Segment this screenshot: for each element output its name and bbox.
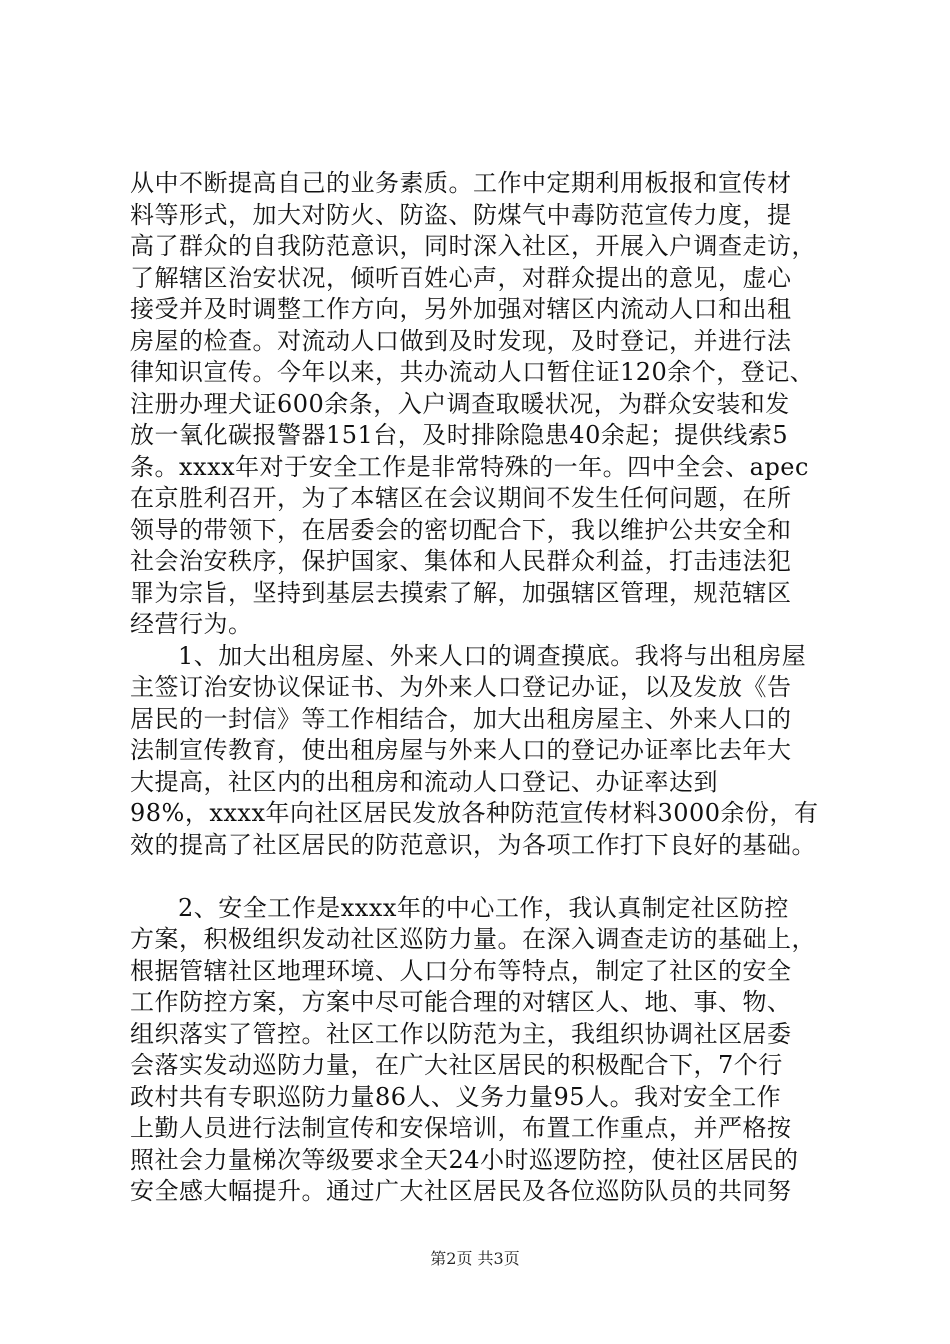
text-line: 根据管辖社区地理环境、人口分布等特点，制定了社区的安全 xyxy=(130,956,792,985)
text-line: 料等形式，加大对防火、防盗、防煤气中毒防范宣传力度，提 xyxy=(130,200,792,229)
text-line: 法制宣传教育，使出租房屋与外来人口的登记办证率比去年大 xyxy=(130,736,792,764)
page-footer: 第2页 共3页 xyxy=(430,1249,520,1268)
text-line: 方案，积极组织发动社区巡防力量。在深入调查走访的基础上， xyxy=(130,925,816,953)
text-line: 98%，xxxx年向社区居民发放各种防范宣传材料3000余份，有 xyxy=(130,799,819,827)
text-line: 罪为宗旨，坚持到基层去摸索了解，加强辖区管理，规范辖区 xyxy=(130,578,792,607)
text-line: 经营行为。 xyxy=(130,610,253,638)
paragraph-2 xyxy=(130,893,830,1208)
text-line: 律知识宣传。今年以来，共办流动人口暂住证120余个，登记、 xyxy=(130,358,815,386)
text-line: 大提高，社区内的出租房和流动人口登记、办证率达到 xyxy=(130,767,718,796)
paragraph-spacer xyxy=(130,861,830,893)
text-line: 组织落实了管控。社区工作以防范为主，我组织协调社区居委 xyxy=(130,1019,792,1048)
paragraph-continued xyxy=(130,168,830,641)
text-line: 安全感大幅提升。通过广大社区居民及各位巡防队员的共同努 xyxy=(130,1177,792,1205)
text-line: 工作防控方案，方案中尽可能合理的对辖区人、地、事、物、 xyxy=(130,988,792,1016)
text-line: 接受并及时调整工作方向，另外加强对辖区内流动人口和出租 xyxy=(130,295,792,323)
text-line: 社会治安秩序，保护国家、集体和人民群众利益，打击违法犯 xyxy=(130,547,792,575)
text-line: 放一氧化碳报警器151台，及时排除隐患40余起；提供线索5 xyxy=(130,421,789,449)
text-line: 照社会力量梯次等级要求全天24小时巡逻防控，使社区居民的 xyxy=(130,1145,799,1174)
document-body xyxy=(130,168,830,1208)
text-line: 条。xxxx年对于安全工作是非常特殊的一年。四中全会、apec xyxy=(130,452,809,481)
text-line: 领导的带领下，在居委会的密切配合下，我以维护公共安全和 xyxy=(130,515,792,544)
text-line: 在京胜利召开，为了本辖区在会议期间不发生任何问题，在所 xyxy=(130,484,792,512)
text-line: 2、安全工作是xxxx年的中心工作，我认真制定社区防控 xyxy=(178,893,789,922)
text-line: 从中不断提高自己的业务素质。工作中定期利用板报和宣传材 xyxy=(130,169,792,197)
paragraph-1 xyxy=(130,641,830,862)
text-line: 注册办理犬证600余条，入户调查取暖状况，为群众安装和发 xyxy=(130,389,790,418)
text-line: 高了群众的自我防范意识，同时深入社区，开展入户调查走访， xyxy=(130,232,816,260)
text-line: 房屋的检查。对流动人口做到及时发现，及时登记，并进行法 xyxy=(130,326,792,355)
text-line: 会落实发动巡防力量，在广大社区居民的积极配合下，7个行 xyxy=(130,1051,783,1079)
text-line: 效的提高了社区居民的防范意识，为各项工作打下良好的基础。 xyxy=(130,830,816,859)
text-line: 1、加大出租房屋、外来人口的调查摸底。我将与出租房屋 xyxy=(178,641,807,670)
text-line: 了解辖区治安状况，倾听百姓心声，对群众提出的意见，虚心 xyxy=(130,263,792,292)
text-line: 主签订治安协议保证书、为外来人口登记办证，以及发放《告 xyxy=(130,673,792,701)
text-line: 政村共有专职巡防力量86人、义务力量95人。我对安全工作 xyxy=(130,1082,782,1111)
text-line: 上勤人员进行法制宣传和安保培训，布置工作重点，并严格按 xyxy=(130,1114,792,1142)
text-line: 居民的一封信》等工作相结合，加大出租房屋主、外来人口的 xyxy=(130,704,792,733)
